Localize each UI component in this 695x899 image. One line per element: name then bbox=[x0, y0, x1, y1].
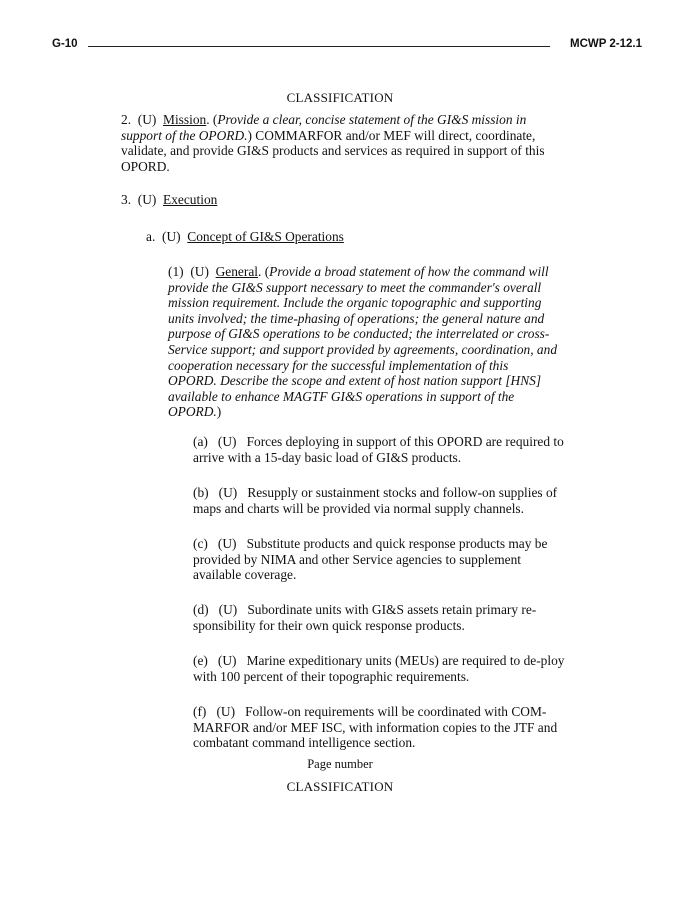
subparagraph-text: Substitute products and quick response products may be provided by NIMA and other Service agencies to supplement available coverage. bbox=[193, 536, 548, 583]
mission-number: 2. bbox=[121, 112, 132, 127]
publication-id: MCWP 2-12.1 bbox=[569, 38, 642, 50]
concept-title: Concept of GI&S Operations bbox=[187, 229, 344, 244]
classification-top: CLASSIFICATION bbox=[286, 90, 394, 105]
mission-paragraph bbox=[121, 112, 561, 174]
subparagraph-label: (b) bbox=[193, 485, 209, 500]
subparagraph-a bbox=[193, 434, 565, 465]
subparagraph-text: Forces deploying in support of this OPORD are required to arrive with a 15-day basic load of GI&S products. bbox=[193, 434, 564, 465]
subparagraph-text: Resupply or sustainment stocks and follow-on supplies of maps and charts will be provided via normal supply channels. bbox=[193, 485, 558, 516]
subparagraph-d bbox=[193, 602, 565, 633]
subparagraph-b bbox=[193, 485, 565, 516]
mission-title: Mission bbox=[163, 112, 207, 127]
execution-heading bbox=[121, 192, 561, 208]
concept-marking: (U) bbox=[162, 229, 181, 244]
concept-number: a. bbox=[146, 229, 156, 244]
general-title: General bbox=[215, 264, 259, 279]
execution-number: 3. bbox=[121, 192, 132, 207]
mission-instruction: Provide a clear, concise statement of the GI&S mission in support of the OPORD. bbox=[121, 112, 527, 143]
subparagraph-text: Follow-on requirements will be coordinated with COM-MARFOR and/or MEF ISC, with information copies to the JTF and combatant command intelligence section. bbox=[193, 704, 558, 751]
subparagraph-c bbox=[193, 536, 565, 583]
subparagraph-text: Marine expeditionary units (MEUs) are required to de-ploy with 100 percent of their topographic requirements. bbox=[193, 653, 565, 684]
general-number: (1) bbox=[168, 264, 184, 279]
subparagraph-marking: (U) bbox=[216, 704, 236, 719]
concept-heading bbox=[146, 229, 566, 245]
general-instruction: Provide a broad statement of how the command will provide the GI&S support necessary to meet the commander's overall mission requirement. Include the organic topographic and supporting units involved; the time-phasing of operations; the general nature and purpose of GI&S operations to be conducted; the interrelated or cross-Service support; and support provided by agreements, coordination, and cooperation necessary for the successful implementation of this OPORD. Describe the scope and extent of host nation support [HNS] available to enhance MAGTF GI&S operations in support of the OPORD. bbox=[168, 264, 558, 420]
general-marking: (U) bbox=[190, 264, 209, 279]
running-header bbox=[52, 38, 642, 54]
classification-bottom: CLASSIFICATION bbox=[286, 779, 394, 794]
general-close: ) bbox=[216, 404, 222, 420]
subparagraph-marking: (U) bbox=[217, 653, 237, 668]
execution-marking: (U) bbox=[137, 192, 157, 207]
mission-body: ) COMMARFOR and/or MEF will direct, coordinate, validate, and provide GI&S products and services as required in support of this OPORD. bbox=[121, 127, 545, 174]
subparagraph-label: (e) bbox=[193, 653, 208, 668]
page-id: G-10 bbox=[52, 38, 78, 50]
mission-marking: (U) bbox=[137, 112, 157, 127]
subparagraph-marking: (U) bbox=[218, 602, 238, 617]
subparagraph-label: (f) bbox=[193, 704, 207, 719]
general-punct: . ( bbox=[258, 264, 270, 279]
subparagraph-f bbox=[193, 704, 565, 751]
subparagraph-text: Subordinate units with GI&S assets retain primary re-sponsibility for their own quick response products. bbox=[193, 602, 537, 633]
execution-title: Execution bbox=[163, 192, 218, 207]
mission-punct: . ( bbox=[206, 112, 218, 127]
subparagraph-marking: (U) bbox=[217, 434, 237, 449]
subparagraph-e bbox=[193, 653, 565, 684]
general-paragraph bbox=[168, 264, 560, 420]
subparagraph-marking: (U) bbox=[218, 485, 238, 500]
subparagraph-label: (c) bbox=[193, 536, 208, 551]
header-rule bbox=[88, 46, 550, 47]
subparagraph-marking: (U) bbox=[217, 536, 237, 551]
subparagraph-label: (a) bbox=[193, 434, 208, 449]
page-number: Page number bbox=[307, 757, 373, 771]
subparagraph-label: (d) bbox=[193, 602, 209, 617]
